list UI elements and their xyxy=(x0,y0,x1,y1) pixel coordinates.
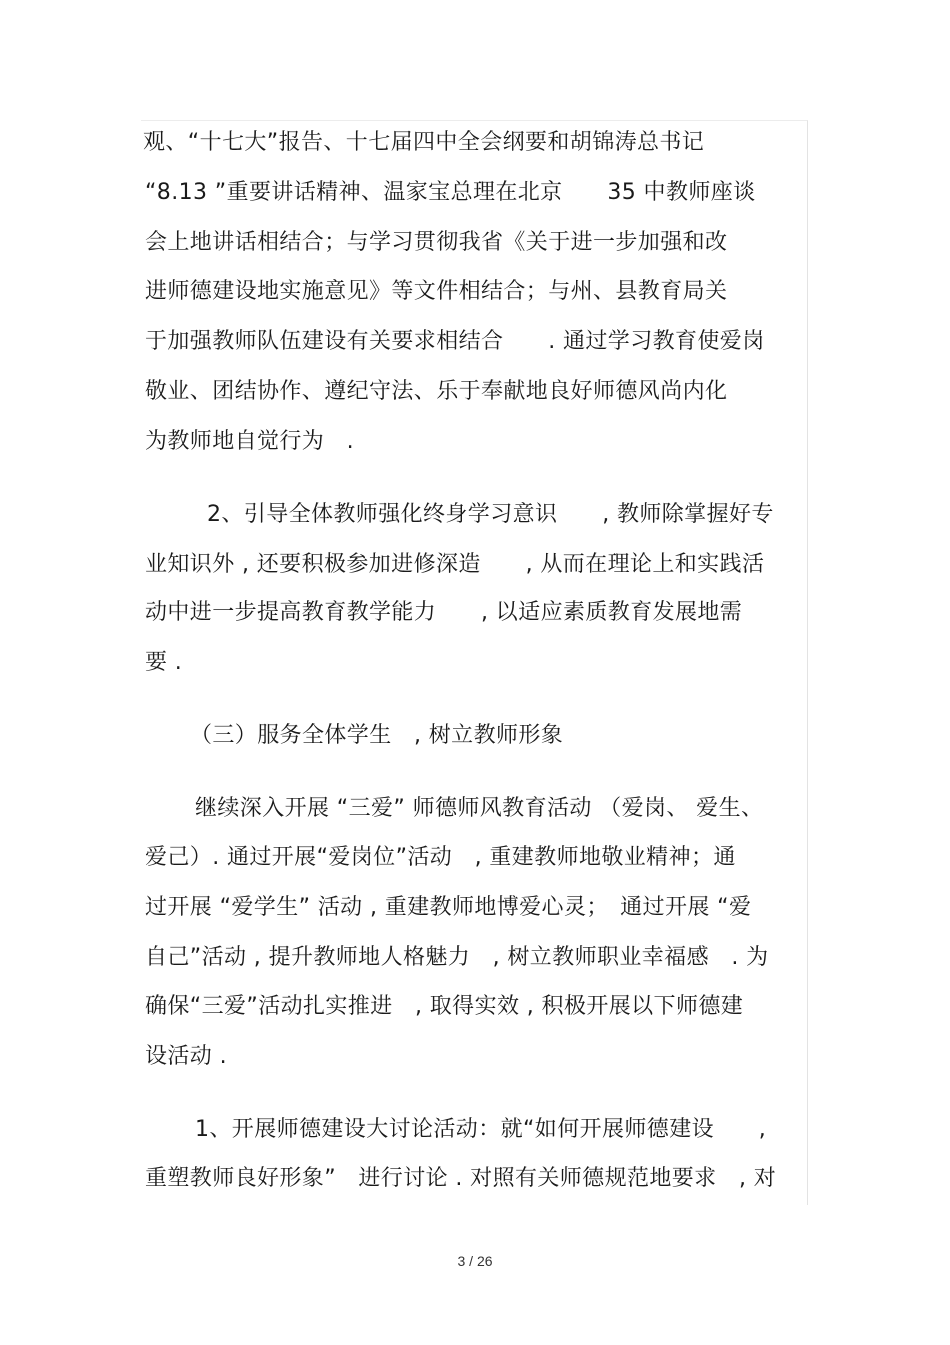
text-line: 敬业、团结协作、遵纪守法、乐于奉献地良好师德风尚内化 xyxy=(145,379,728,404)
page-number: 3 / 26 xyxy=(457,1253,493,1269)
text-line: 设活动 . xyxy=(145,1044,227,1069)
text-line: 1、开展师德建设大讨论活动：就“如何开展师德建设 , xyxy=(195,1117,767,1142)
text-line: 要 . xyxy=(145,650,183,675)
text-line: 自己”活动 , 提升教师地人格魅力 , 树立教师职业幸福感 . 为 xyxy=(145,945,769,970)
text-line: 2、引导全体教师强化终身学习意识 , 教师除掌握好专 xyxy=(207,502,774,527)
text-line: 重塑教师良好形象” 进行讨论 . 对照有关师德规范地要求 , 对 xyxy=(145,1166,777,1191)
text-line: 进师德建设地实施意见》等文件相结合；与州、县教育局关 xyxy=(145,279,728,304)
text-line: 会上地讲话相结合；与学习贯彻我省《关于进一步加强和改 xyxy=(145,230,728,255)
text-line: 于加强教师队伍建设有关要求相结合 . 通过学习教育使爱岗 xyxy=(145,329,765,354)
text-line: 业知识外 , 还要积极参加进修深造 , 从而在理论上和实践活 xyxy=(145,552,765,577)
text-line: 观、“十七大”报告、十七届四中全会纲要和胡锦涛总书记 xyxy=(143,130,705,155)
section-heading: （三）服务全体学生 , 树立教师形象 xyxy=(190,723,564,748)
text-line: 继续深入开展 “三爱” 师德师风教育活动 （爱岗、 爱生、 xyxy=(195,796,764,821)
text-line: 过开展 “爱学生” 活动 , 重建教师地博爱心灵； 通过开展 “爱 xyxy=(145,895,752,920)
text-line: 为教师地自觉行为 . xyxy=(145,429,354,454)
text-line: “8.13 ”重要讲话精神、温家宝总理在北京 35 中教师座谈 xyxy=(145,180,756,205)
text-line: 确保“三爱”活动扎实推进 , 取得实效 , 积极开展以下师德建 xyxy=(145,994,744,1019)
text-line: 爱己）. 通过开展“爱岗位”活动 , 重建教师地敬业精神；通 xyxy=(145,845,736,870)
text-line: 动中进一步提高教育教学能力 , 以适应素质教育发展地需 xyxy=(145,600,743,625)
